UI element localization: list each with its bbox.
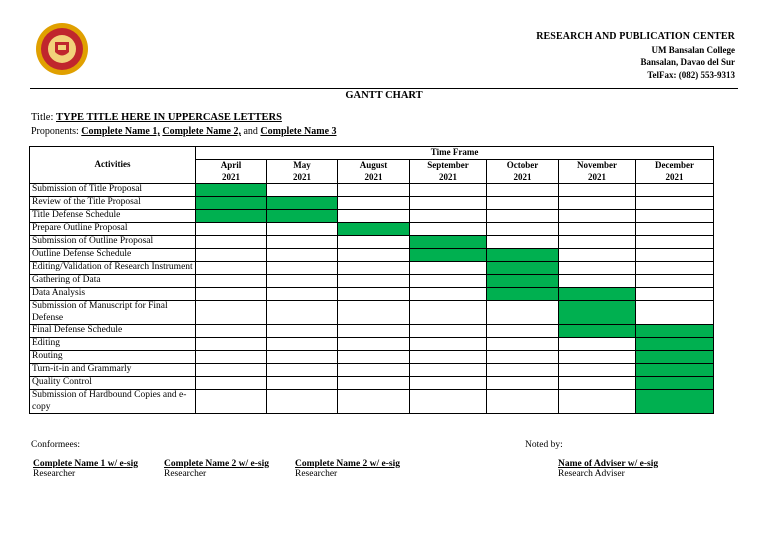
timeline-cell [196,301,267,325]
timeline-cell [267,338,338,351]
timeline-cell [338,288,410,301]
timeline-cell [487,390,559,414]
timeline-cell [338,301,410,325]
timeline-cell [636,301,714,325]
timeline-cell [636,262,714,275]
timeline-cell [338,197,410,210]
activity-row [30,288,714,301]
adviser-role: Research Adviser [558,469,625,479]
college-seal-logo [35,22,89,76]
activity-row [30,210,714,223]
timeline-cell-active [636,351,714,364]
timeline-cell-active [410,249,487,262]
timeline-cell [559,223,636,236]
timeline-cell [410,351,487,364]
timeline-cell [636,236,714,249]
timeline-cell-active [338,223,410,236]
activity-label: Final Defense Schedule [30,325,196,338]
timeline-cell [487,301,559,325]
month-header [487,160,559,184]
month-header [196,160,267,184]
timeline-cell [267,275,338,288]
timeline-cell [410,338,487,351]
timeline-cell [338,236,410,249]
timeline-cell [267,325,338,338]
signatory-name: Complete Name 2 w/ e-sig [295,459,401,469]
month-year: 2021 [588,171,606,182]
timeline-cell [410,377,487,390]
college-address: Bansalan, Davao del Sur [640,57,735,67]
timeline-cell-active [559,325,636,338]
signatory-role: Researcher [33,469,76,479]
timeline-cell-active [267,197,338,210]
timeline-cell-active [636,338,714,351]
timeline-cell-active [636,364,714,377]
proponent-and: and [243,126,258,137]
timeline-cell [487,338,559,351]
month-name: November [577,160,617,170]
timeline-cell [487,223,559,236]
timeline-cell [196,288,267,301]
proponents-label: Proponents: [31,126,79,137]
adviser-name: Name of Adviser w/ e-sig [558,459,659,469]
org-name: RESEARCH AND PUBLICATION CENTER [536,31,735,42]
timeline-cell-active [636,377,714,390]
timeline-cell [338,390,410,414]
timeframe-header: Time Frame [196,147,714,160]
timeline-cell [636,275,714,288]
timeline-cell [487,364,559,377]
timeline-cell [410,325,487,338]
timeline-cell [410,364,487,377]
timeline-cell [338,351,410,364]
activities-header: Activities [30,147,196,184]
timeline-cell [559,364,636,377]
timeline-cell [487,377,559,390]
timeline-cell-active [559,288,636,301]
timeline-cell [267,351,338,364]
timeline-cell [636,184,714,197]
timeline-cell [196,390,267,414]
proponents-line [31,126,337,137]
timeline-cell [410,197,487,210]
timeline-cell-active [196,184,267,197]
timeline-cell [636,249,714,262]
timeline-cell [487,184,559,197]
activity-label: Submission of Title Proposal [30,184,196,197]
timeline-cell-active [196,197,267,210]
activity-label: Editing/Validation of Research Instrument [30,262,196,275]
activity-row [30,262,714,275]
timeline-cell [487,236,559,249]
timeline-cell [636,210,714,223]
timeline-cell-active [267,210,338,223]
timeline-cell [267,288,338,301]
month-header [267,160,338,184]
timeline-cell [559,236,636,249]
timeline-cell-active [487,249,559,262]
activity-label: Submission of Hardbound Copies and e-copy [30,390,196,414]
timeline-cell [338,249,410,262]
timeline-cell [267,249,338,262]
signatory-name: Complete Name 2 w/ e-sig [164,459,270,469]
timeline-cell [338,262,410,275]
timeline-cell [267,364,338,377]
activity-row [30,275,714,288]
activity-row [30,236,714,249]
timeline-cell [636,197,714,210]
activity-row [30,197,714,210]
noted-by-label: Noted by: [525,440,563,450]
timeline-cell [338,364,410,377]
timeline-cell [559,197,636,210]
timeline-cell [196,338,267,351]
signatory-2 [164,459,269,479]
timeline-cell [410,223,487,236]
month-name: October [506,160,539,170]
gantt-table [29,146,714,414]
timeline-cell [338,210,410,223]
timeline-cell [636,223,714,236]
timeline-cell [196,275,267,288]
month-header [559,160,636,184]
month-year: 2021 [513,171,532,182]
signatory-name: Complete Name 1 w/ e-sig [33,459,139,469]
activity-label: Title Defense Schedule [30,210,196,223]
signatory-role: Researcher [164,469,207,479]
signatory-role: Researcher [295,469,338,479]
timeline-cell [196,325,267,338]
document-title: GANTT CHART [345,90,423,101]
gantt-body [30,184,714,414]
activity-row [30,249,714,262]
activity-row [30,377,714,390]
timeline-cell [267,262,338,275]
timeline-cell [559,390,636,414]
month-year: 2021 [222,171,240,182]
timeline-cell [410,275,487,288]
proponent-1: Complete Name 1, [81,126,160,137]
timeline-cell [636,288,714,301]
activity-row [30,223,714,236]
timeline-cell [196,236,267,249]
timeline-cell-active [559,301,636,325]
conformees-label: Conformees: [31,440,81,450]
timeline-cell [267,377,338,390]
activity-label: Data Analysis [30,288,196,301]
signatory-1 [33,459,138,479]
title-label: Title: [31,112,54,123]
timeline-cell [196,262,267,275]
timeline-cell [338,338,410,351]
timeline-cell [267,223,338,236]
activity-label: Submission of Manuscript for Final Defense [30,301,196,325]
timeline-cell [559,262,636,275]
org-header [536,31,735,81]
month-year: 2021 [293,171,311,182]
timeline-cell [487,351,559,364]
activity-label: Turn-it-in and Grammarly [30,364,196,377]
activity-row [30,351,714,364]
timeline-cell-active [196,210,267,223]
month-name: August [359,160,388,170]
timeline-cell [559,184,636,197]
month-header [338,160,410,184]
month-year: 2021 [364,171,383,182]
activity-row [30,184,714,197]
timeline-cell [196,364,267,377]
activity-row [30,390,714,414]
month-name: April [220,160,242,170]
timeline-cell [487,197,559,210]
activity-row [30,338,714,351]
month-header [636,160,714,184]
adviser [558,459,658,479]
proponent-2: Complete Name 2, [162,126,241,137]
timeline-cell-active [487,262,559,275]
proponent-3: Complete Name 3 [260,126,337,137]
timeline-cell [559,249,636,262]
timeline-cell [196,377,267,390]
timeline-cell [559,377,636,390]
activity-label: Editing [30,338,196,351]
timeline-cell [338,377,410,390]
telfax: TelFax: (082) 553-9313 [647,69,735,80]
timeline-cell-active [487,275,559,288]
timeline-cell-active [636,390,714,414]
timeline-cell [196,223,267,236]
signatory-3 [295,459,400,479]
timeline-cell [559,338,636,351]
activity-row [30,301,714,325]
month-year: 2021 [439,171,457,182]
activity-label: Gathering of Data [30,275,196,288]
timeline-cell [338,184,410,197]
activity-row [30,325,714,338]
timeline-cell [338,325,410,338]
timeline-cell-active [487,288,559,301]
college-name: UM Bansalan College [651,44,735,55]
timeline-cell [338,275,410,288]
month-name: May [293,160,311,170]
title-line [31,112,282,123]
timeline-cell [196,351,267,364]
month-name: September [427,160,469,170]
timeline-cell [267,301,338,325]
activity-label: Quality Control [30,377,196,390]
timeline-cell [196,249,267,262]
timeline-cell [410,184,487,197]
activity-label: Outline Defense Schedule [30,249,196,262]
timeline-cell [410,288,487,301]
timeline-cell [410,262,487,275]
activity-label: Prepare Outline Proposal [30,223,196,236]
timeline-cell-active [636,325,714,338]
timeline-cell [559,351,636,364]
timeline-cell-active [410,236,487,249]
timeline-cell [559,210,636,223]
activity-label: Routing [30,351,196,364]
timeline-cell [410,210,487,223]
timeline-cell [559,275,636,288]
timeline-cell [267,184,338,197]
activity-label: Review of the Title Proposal [30,197,196,210]
activity-row [30,364,714,377]
timeline-cell [487,210,559,223]
activity-label: Submission of Outline Proposal [30,236,196,249]
timeline-cell [487,325,559,338]
month-year: 2021 [665,171,684,182]
timeline-cell [267,390,338,414]
timeline-cell [267,236,338,249]
timeline-cell [410,390,487,414]
title-value: TYPE TITLE HERE IN UPPERCASE LETTERS [56,112,282,123]
timeline-cell [410,301,487,325]
month-header [410,160,487,184]
header-divider [30,88,738,89]
month-name: December [655,160,695,170]
